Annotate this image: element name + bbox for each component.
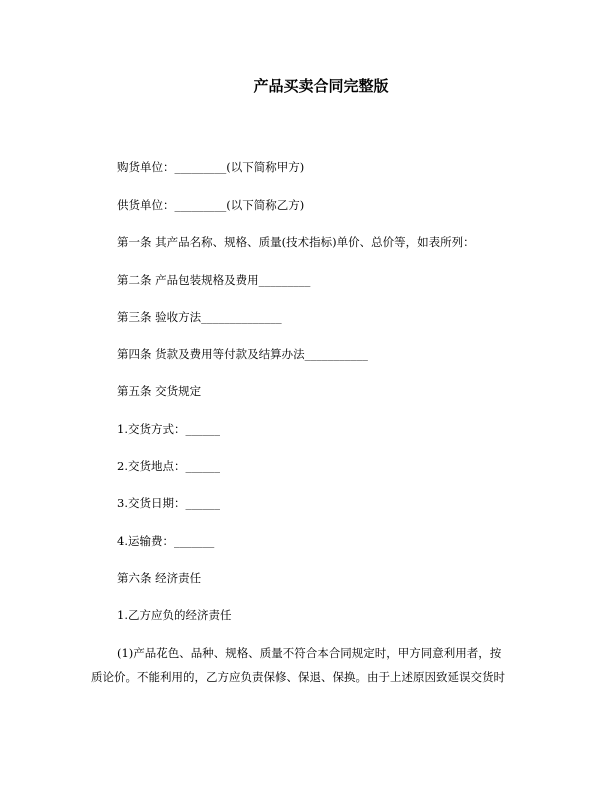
clause-1-line-2: 质论价。不能利用的，乙方应负责保修、保退、保换。由于上述原因致延误交货时 [91,670,505,684]
delivery-place: 2.交货地点：______ [117,459,220,473]
article-4: 第四条 货款及费用等付款及结算办法___________ [117,347,368,361]
article-5: 第五条 交货规定 [117,384,202,398]
seller-liability-heading: 1.乙方应负的经济责任 [117,608,232,622]
shipping-fee: 4.运输费：_______ [117,534,215,548]
document-title: 产品买卖合同完整版 [253,77,389,95]
article-6: 第六条 经济责任 [117,571,202,585]
buyer-line: 购货单位：_________(以下简称甲方) [117,160,305,174]
delivery-date: 3.交货日期：______ [117,496,220,510]
article-3: 第三条 验收方法______________ [117,310,282,324]
article-2: 第二条 产品包装规格及费用_________ [117,273,311,287]
clause-1-line-1: (1)产品花色、品种、规格、质量不符合本合同规定时，甲方同意利用者，按 [117,646,502,660]
article-1: 第一条 其产品名称、规格、质量(技术指标)单价、总价等，如表所列： [117,235,475,249]
delivery-method: 1.交货方式：______ [117,422,220,436]
supplier-line: 供货单位：_________(以下简称乙方) [117,198,305,212]
